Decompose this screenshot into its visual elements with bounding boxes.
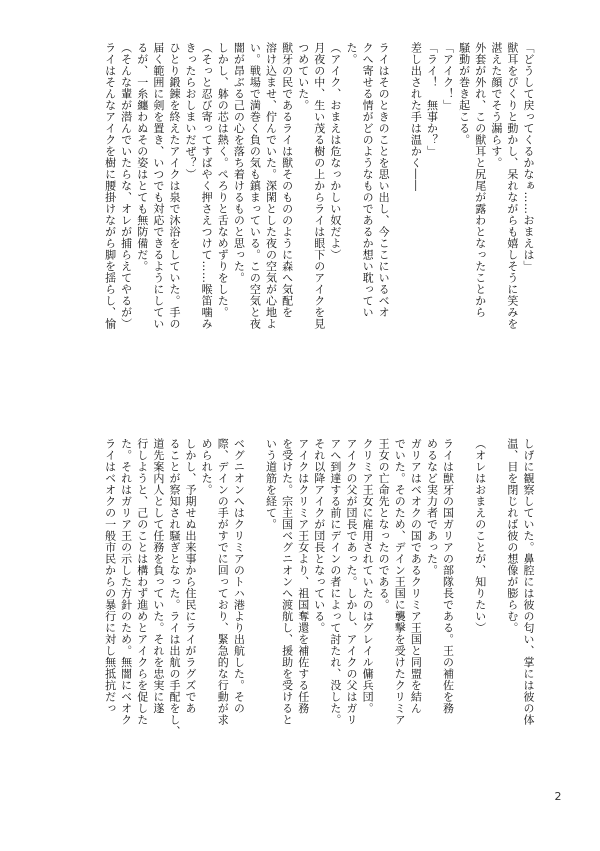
- lower-line: [246, 438, 262, 770]
- upper-line: [391, 42, 407, 374]
- lower-text-block: [103, 438, 536, 770]
- lower-line: アへ到達する前にデインの者によって討たれ、没した。: [328, 438, 342, 726]
- lower-line: それ以降アイクが団長となっている。: [312, 438, 326, 634]
- lower-line: ガリアはベオクの国であるクリミア王国と同盟を結ん: [409, 438, 423, 714]
- lower-line: 温、目を閉じれば彼の想像が膨らむ。: [505, 438, 519, 634]
- lower-line: しかし、予期せぬ出来事から住民にライがラグズであ: [184, 438, 198, 714]
- lower-line: めるなど実力者であった。: [425, 438, 439, 576]
- lower-line: められた。: [200, 438, 214, 496]
- upper-line: 闇が昂ぶる己の心を落ち着けるものと思った。: [232, 42, 246, 284]
- lower-line: ライは獣牙の国ガリアの部隊長である。王の補佐を務: [441, 438, 455, 714]
- upper-line: 「ライ！ 無事か？」: [425, 42, 439, 157]
- upper-line: 獣耳をぴくりと動かし、呆れながらも嬉しそうに笑みを: [505, 42, 519, 330]
- upper-line: クへ寄せる情がどのようなものであるか想い耽ってい: [361, 42, 375, 318]
- upper-line: るが、一糸纏わぬその姿はとても無防備だ。: [135, 42, 149, 272]
- lower-line: 行しようと、己のことは構わず進めとアイクらを促した: [135, 438, 149, 726]
- upper-line: た。: [344, 42, 358, 65]
- lower-line: ライはベオクの一般市民からの暴行に対し無抵抗だっ: [103, 438, 117, 714]
- upper-text-block: [103, 42, 536, 374]
- upper-line: 溶け込ませ、佇んでいた。深閑とした夜の空気が心地よ: [264, 42, 278, 330]
- lower-line: た。それはガリア王の示した方針のため。無闇にベオク: [119, 438, 133, 726]
- lower-line: でいた。そのため、デイン王国に襲撃を受けたクリミア: [393, 438, 407, 726]
- upper-line: 外套が外れ、この獣耳と尻尾が露わとなったことから: [473, 42, 487, 318]
- lower-line: しげに観察していた。鼻腔には彼の匂い、掌には彼の体: [522, 438, 535, 726]
- lower-line: アイクはクリミア王女より、祖国奪還を補佐する任務: [296, 438, 310, 714]
- upper-line: しかし、躰の芯は熱く。ぺろりと舌なめずりをした。: [216, 42, 230, 318]
- upper-line: 「どうして戻ってくるかなぁ……おまえは」: [522, 42, 535, 272]
- upper-line: （アイク、おまえは危なっかしい奴だよ）: [328, 42, 342, 261]
- lower-line: （オレはおまえのことが、知りたい）: [473, 438, 487, 634]
- lower-line: を受けた。宗主国ベグニオンへ渡航し、援助を受けると: [280, 438, 294, 726]
- upper-line: きったらおしまいだぜ？）: [184, 42, 198, 180]
- upper-line: ライはそんなアイクを樹に腰掛けながら脚を揺らし、愉: [103, 42, 117, 330]
- lower-line: 際、デインの手がすでに回っており、緊急的な行動が求: [216, 438, 230, 726]
- upper-line: つめていた。: [296, 42, 310, 111]
- upper-line: 差し出された手は温かく――: [409, 42, 423, 192]
- upper-line: い。戦場で満巻く負の気も鎮まっている。この空気と夜: [248, 42, 262, 330]
- lower-line: 道先案内人として任務を負っていた。それを忠実に遂: [151, 438, 165, 714]
- lower-line: アイクの父が団長であった。しかし、アイクの父はガリ: [344, 438, 358, 726]
- lower-line: クリミア王女に雇用されていたのはグレイル傭兵団。: [361, 438, 375, 714]
- lower-line: [488, 438, 504, 770]
- upper-line: （そっと忍び寄ってすばやく押さえつけて……喉笛噛み: [200, 42, 214, 330]
- upper-line: ライはそのときのことを思い出し、今ここにいるベオ: [377, 42, 391, 318]
- upper-line: 「アイク！」: [441, 42, 455, 111]
- lower-line: ベグニオンへはクリミアのトハ港より出航した。その: [232, 438, 246, 714]
- upper-line: 騒動が巻き起こる。: [457, 42, 471, 146]
- upper-line: 湛えた顔でそう漏らす。: [489, 42, 503, 169]
- upper-line: 届く範囲に剣を置き、いつでも対応できるようにしてい: [151, 42, 165, 330]
- lower-line: [456, 438, 472, 770]
- lower-line: 王女の亡命先となったのである。: [377, 438, 391, 611]
- upper-line: 獣牙の民であるライは獣そのもののように森へ気配を: [280, 42, 294, 318]
- page-number: 2: [554, 790, 562, 803]
- upper-line: 月夜の中、生い茂る樹の上からライは眼下のアイクを見: [312, 42, 326, 330]
- upper-line: （そんな輩が潜んでいたらな、オレが捕らえてやるが）: [119, 42, 133, 330]
- upper-line: ひとり鍛錬を終えたアイクは泉で沐浴をしていた。手の: [167, 42, 181, 330]
- lower-line: ることが察知され騒ぎとなった。ライは出航の手配をし、: [167, 438, 181, 737]
- lower-line: いう道筋を経て。: [264, 438, 278, 530]
